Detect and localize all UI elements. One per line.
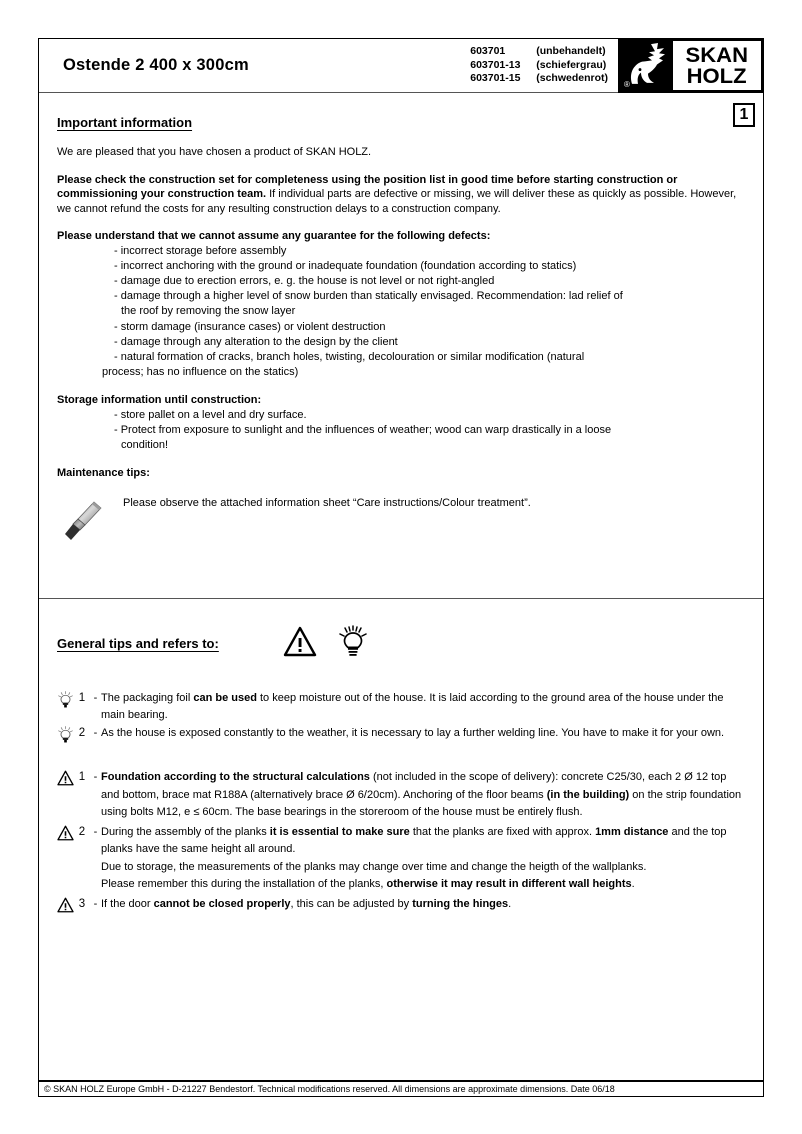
- list-item: - incorrect storage before assembly: [114, 244, 287, 257]
- list-item-number: 3: [78, 897, 86, 910]
- list-item-number: 2: [78, 825, 86, 838]
- list-item-number: 1: [78, 692, 86, 704]
- maintenance-text: Please observe the attached information sheet “Care instructions/Colour treatment”.: [123, 496, 531, 509]
- tip-suffix: to keep moisture out of the house. It is laid according to the ground area of the house under the main bearing.: [101, 692, 724, 721]
- completeness-bold: Please check the construction set for completeness using the position list in good time before starting construction or commissioning your construction team.: [57, 173, 678, 200]
- lightbulb-icon: [57, 691, 74, 708]
- product-code-row: [470, 72, 608, 86]
- general-tips-heading: General tips and refers to:: [57, 636, 219, 651]
- list-item: - damage through a higher level of snow burden than statically envisaged. Recommendation: lad relief of: [114, 290, 623, 303]
- warning-triangle-icon: [57, 897, 74, 914]
- warning-tip-list: [57, 769, 745, 914]
- completeness-paragraph: [57, 173, 745, 217]
- logo-wordmark: [673, 41, 761, 90]
- tip-bold: 1mm distance: [595, 825, 669, 838]
- tip-bold: turning the hinges: [412, 897, 509, 910]
- list-item: - Protect from exposure to sunlight and the influences of weather; wood can warp drastically in a loose: [114, 424, 612, 437]
- list-item: - damage due to erection errors, e. g. the house is not level or not right-angled: [114, 274, 495, 287]
- paintbrush-icon: [61, 499, 107, 543]
- tip-bold: otherwise it may result in different wall heights: [386, 878, 632, 890]
- list-item: [57, 824, 745, 894]
- tip-text-seg: During the assembly of the planks: [101, 825, 270, 838]
- list-item-text: [101, 725, 745, 742]
- logo-line-holz: HOLZ: [686, 64, 748, 88]
- tip-prefix: As the house is exposed constantly to the weather, it is necessary to lay a further welding line. You have to make it for your own.: [101, 727, 725, 739]
- footer-text: © SKAN HOLZ Europe GmbH - D-21227 Bendestorf. Technical modifications reserved. All dimensions are approximate dimensions. Date 06/18: [44, 1084, 615, 1094]
- list-item: [57, 690, 745, 723]
- important-information-section: [39, 93, 763, 598]
- registered-mark: ®: [624, 80, 630, 89]
- general-tips-header-row: [57, 625, 745, 662]
- document-page: [38, 38, 764, 1094]
- list-item-text: [101, 769, 745, 822]
- maintenance-heading-text: Maintenance tips:: [57, 467, 150, 480]
- list-item: - store pallet on a level and dry surface.: [114, 408, 307, 421]
- storage-list: [57, 408, 745, 454]
- guarantee-heading: [57, 229, 745, 244]
- document-footer: [38, 1080, 764, 1097]
- lightbulb-icon: [339, 625, 367, 662]
- list-item: [57, 896, 745, 914]
- tip-text-seg: If the door: [101, 897, 154, 910]
- product-code-name: (schwedenrot): [536, 72, 608, 85]
- important-information-heading: Important information: [57, 115, 193, 130]
- defects-list: [57, 244, 745, 381]
- product-code-row: [470, 45, 608, 59]
- list-item: - damage through any alteration to the design by the client: [114, 335, 398, 348]
- tip-text-seg: (not included in the scope of delivery): concrete C25/30, each 2 Ø 12 top and bottom, brace mat R188A (alternatively brace Ø 6/20cm). Anchoring of the floor beams: [101, 771, 727, 801]
- page-title: Ostende 2 400 x 300cm: [63, 56, 249, 74]
- list-item-continuation: process; has no influence on the statics): [102, 366, 299, 379]
- tip-line-3-prefix: Please remember this during the installation of the planks,: [101, 878, 387, 890]
- list-item-dash: -: [93, 692, 98, 704]
- list-item-dash: -: [93, 727, 98, 739]
- list-item-text: [101, 690, 745, 723]
- tip-line-2: Due to storage, the measurements of the planks may change over time and change the heigth of the wallplanks.: [101, 860, 647, 873]
- storage-heading-text: Storage information until construction:: [57, 394, 262, 407]
- brand-logo: [618, 38, 764, 93]
- tip-text-seg: .: [508, 897, 512, 910]
- tip-bold: it is essential to make sure: [269, 825, 410, 838]
- list-item: - incorrect anchoring with the ground or inadequate foundation (foundation according to statics): [114, 259, 577, 272]
- list-item: - natural formation of cracks, branch holes, twisting, decolouration or similar modification (natural: [114, 350, 585, 363]
- tip-text-seg: on the strip foundation using bolts M12, e ≤ 60cm. The base bearings in the storeroom of the house must be entirely flush.: [101, 788, 742, 818]
- product-code-name: (unbehandelt): [536, 45, 606, 58]
- tip-line-3-suffix: .: [631, 878, 635, 890]
- tip-bold: (in the building): [546, 788, 630, 801]
- warning-triangle-icon: [57, 825, 74, 842]
- guarantee-heading-text: Please understand that we cannot assume any guarantee for the following defects:: [57, 230, 491, 242]
- warning-triangle-icon: [57, 770, 74, 787]
- general-tips-icons: [283, 625, 367, 662]
- product-code-number: 603701-13: [470, 58, 521, 71]
- bulb-tip-list: [57, 690, 745, 743]
- tip-prefix: The packaging foil: [101, 692, 194, 704]
- product-code-name: (schiefergrau): [536, 58, 607, 71]
- tip-text-seg: and the top planks have the same height all around.: [101, 825, 727, 855]
- list-item-dash: -: [93, 897, 98, 910]
- list-item: - storm damage (insurance cases) or violent destruction: [114, 320, 386, 333]
- elk-head-icon: [621, 41, 673, 90]
- tip-bold: Foundation according to the structural calculations: [101, 771, 370, 783]
- completeness-rest: If individual parts are defective or missing, we will deliver these as quickly as possible. However, we cannot refund the costs for any resulting construction delays to a construction company.: [57, 188, 737, 215]
- list-item-continuation: [57, 438, 745, 453]
- list-item-number: 2: [78, 727, 86, 739]
- list-item-text: [101, 824, 745, 894]
- list-item-continuation: [57, 304, 745, 319]
- list-item-dash: -: [93, 825, 98, 838]
- list-item: [57, 725, 745, 743]
- product-code-list: [470, 39, 618, 92]
- list-item-dash: -: [93, 771, 98, 783]
- lightbulb-icon: [57, 726, 74, 743]
- product-code-number: 603701: [470, 45, 506, 58]
- document-header: [39, 39, 763, 93]
- storage-heading: [57, 393, 745, 408]
- list-item: [57, 769, 745, 822]
- intro-paragraph: We are pleased that you have chosen a product of SKAN HOLZ.: [57, 146, 372, 158]
- tip-bold: cannot be closed properly: [153, 897, 291, 910]
- section-divider: [39, 598, 763, 599]
- maintenance-row: [57, 490, 745, 543]
- maintenance-heading: [57, 466, 745, 481]
- tip-text-seg: , this can be adjusted by: [290, 897, 413, 910]
- list-item-continuation-text: the roof by removing the snow layer: [121, 305, 296, 318]
- product-code-row: [470, 59, 608, 73]
- general-tips-section: [39, 625, 763, 914]
- list-item-number: 1: [78, 771, 86, 783]
- list-item-text: [101, 896, 745, 914]
- warning-triangle-icon: [283, 626, 317, 662]
- tip-text-seg: that the planks are fixed with approx.: [409, 825, 596, 838]
- product-code-number: 603701-15: [470, 72, 521, 85]
- list-item-continuation-text: condition!: [121, 439, 169, 452]
- logo-line-skan: SKAN: [685, 43, 749, 67]
- page-number-badge: 1: [733, 103, 755, 127]
- tip-bold: can be used: [193, 692, 257, 704]
